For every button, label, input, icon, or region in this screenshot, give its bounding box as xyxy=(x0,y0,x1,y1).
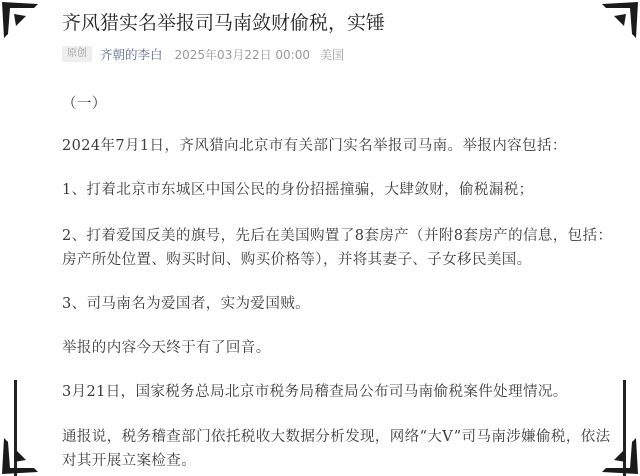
body-paragraph: 3、司马南名为爱国者，实为爱国贼。 xyxy=(62,296,311,312)
article-meta xyxy=(62,44,344,64)
body-paragraph: 通报说，税务稽查部门依托税收大数据分析发现，网络“大V”司马南涉嫌偷税，依法对其开展立案检查。 xyxy=(62,429,611,469)
publish-location: 美国 xyxy=(320,47,345,62)
body-paragraph: 1、打着北京市东城区中国公民的身份招摇撞骗，大肆敛财，偷税漏税； xyxy=(62,182,534,198)
article-title: 齐风猎实名举报司马南敛财偷税，实锤 xyxy=(62,12,386,34)
original-badge: 原创 xyxy=(62,46,92,62)
body-paragraph: 举报的内容今天终于有了回音。 xyxy=(62,340,271,356)
body-paragraph: 2、打着爱国反美的旗号，先后在美国购置了8套房产（并附8套房产的信息，包括：房产所处位置、购买时间、购买价格等），并将其妻子、子女移民美国。 xyxy=(62,228,613,268)
corner-ornament-top-right xyxy=(600,0,640,40)
body-paragraph: 3月21日，国家税务总局北京市税务局稽查局公布司马南偷税案件处理情况。 xyxy=(62,384,568,400)
corner-ornament-top-left xyxy=(0,0,40,40)
body-paragraph: 2024年7月1日，齐风猎向北京市有关部门实名举报司马南。举报内容包括： xyxy=(62,138,567,154)
author-link[interactable]: 齐朝的李白 xyxy=(100,47,163,62)
publish-date: 2025年03月22日 00:00 xyxy=(174,47,310,62)
section-heading: （一） xyxy=(62,96,107,112)
corner-ornament-bottom-left xyxy=(0,436,40,476)
